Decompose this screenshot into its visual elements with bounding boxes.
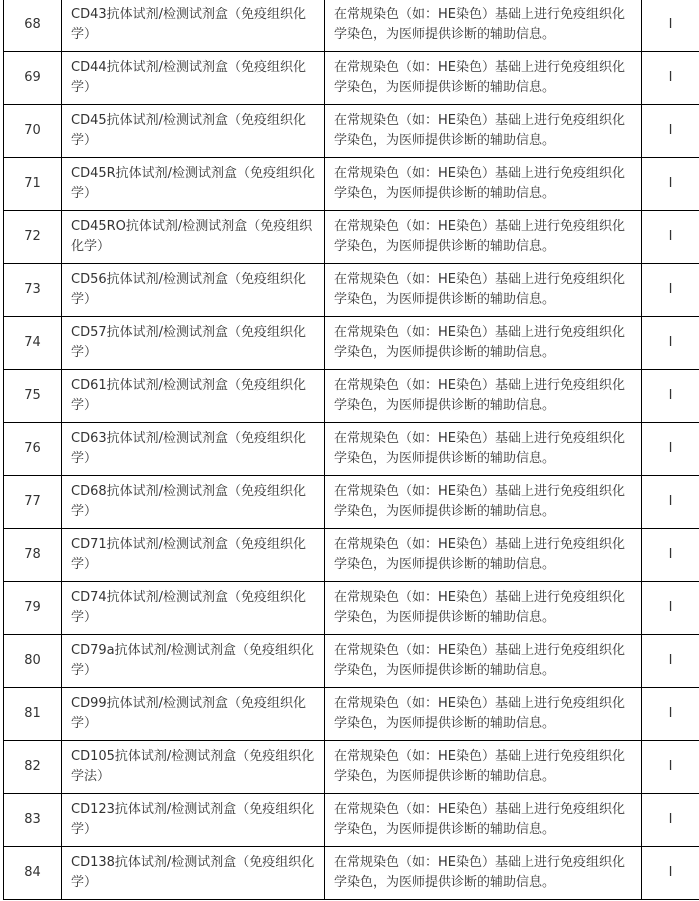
row-number-cell	[4, 211, 62, 264]
row-number-cell	[4, 476, 62, 529]
product-name-cell	[62, 211, 325, 264]
product-name: CD56抗体试剂/检测试剂盒（免疫组织化学）	[71, 272, 307, 307]
table-row	[4, 52, 699, 105]
intended-use: 在常规染色（如：HE染色）基础上进行免疫组织化学染色，为医师提供诊断的辅助信息。	[334, 802, 625, 837]
management-class: I	[668, 812, 673, 827]
intended-use-cell	[325, 423, 642, 476]
product-name: CD45RO抗体试剂/检测试剂盒（免疫组织化学）	[71, 219, 313, 254]
row-number: 80	[24, 653, 41, 668]
intended-use: 在常规染色（如：HE染色）基础上进行免疫组织化学染色，为医师提供诊断的辅助信息。	[334, 484, 625, 519]
table-row	[4, 423, 699, 476]
table-row	[4, 211, 699, 264]
class-cell	[642, 264, 699, 317]
management-class: I	[668, 706, 673, 721]
management-class: I	[668, 653, 673, 668]
intended-use: 在常规染色（如：HE染色）基础上进行免疫组织化学染色，为医师提供诊断的辅助信息。	[334, 590, 625, 625]
intended-use-cell	[325, 529, 642, 582]
class-cell	[642, 582, 699, 635]
class-cell	[642, 423, 699, 476]
table-row	[4, 317, 699, 370]
row-number-cell	[4, 105, 62, 158]
row-number: 70	[24, 123, 41, 138]
intended-use: 在常规染色（如：HE染色）基础上进行免疫组织化学染色，为医师提供诊断的辅助信息。	[334, 272, 625, 307]
management-class: I	[668, 123, 673, 138]
row-number-cell	[4, 52, 62, 105]
product-name-cell	[62, 741, 325, 794]
product-name-cell	[62, 317, 325, 370]
row-number-cell	[4, 264, 62, 317]
product-name: CD74抗体试剂/检测试剂盒（免疫组织化学）	[71, 590, 307, 625]
product-name-cell	[62, 847, 325, 900]
row-number: 83	[24, 812, 41, 827]
intended-use: 在常规染色（如：HE染色）基础上进行免疫组织化学染色，为医师提供诊断的辅助信息。	[334, 378, 625, 413]
row-number: 69	[24, 70, 41, 85]
management-class: I	[668, 282, 673, 297]
product-name-cell	[62, 264, 325, 317]
product-name: CD138抗体试剂/检测试剂盒（免疫组织化学）	[71, 855, 315, 890]
row-number: 73	[24, 282, 41, 297]
row-number: 68	[24, 17, 41, 32]
class-cell	[642, 741, 699, 794]
product-name: CD45R抗体试剂/检测试剂盒（免疫组织化学）	[71, 166, 316, 201]
product-name: CD63抗体试剂/检测试剂盒（免疫组织化学）	[71, 431, 307, 466]
intended-use: 在常规染色（如：HE染色）基础上进行免疫组织化学染色，为医师提供诊断的辅助信息。	[334, 643, 625, 678]
product-name: CD99抗体试剂/检测试剂盒（免疫组织化学）	[71, 696, 307, 731]
management-class: I	[668, 547, 673, 562]
management-class: I	[668, 600, 673, 615]
management-class: I	[668, 70, 673, 85]
intended-use-cell	[325, 158, 642, 211]
class-cell	[642, 105, 699, 158]
product-name: CD44抗体试剂/检测试剂盒（免疫组织化学）	[71, 60, 307, 95]
row-number-cell	[4, 794, 62, 847]
intended-use: 在常规染色（如：HE染色）基础上进行免疫组织化学染色，为医师提供诊断的辅助信息。	[334, 431, 625, 466]
row-number-cell	[4, 741, 62, 794]
management-class: I	[668, 759, 673, 774]
row-number: 82	[24, 759, 41, 774]
product-name-cell	[62, 52, 325, 105]
intended-use-cell	[325, 0, 642, 52]
management-class: I	[668, 441, 673, 456]
product-name-cell	[62, 582, 325, 635]
row-number-cell	[4, 529, 62, 582]
intended-use-cell	[325, 370, 642, 423]
management-class: I	[668, 229, 673, 244]
intended-use: 在常规染色（如：HE染色）基础上进行免疫组织化学染色，为医师提供诊断的辅助信息。	[334, 113, 625, 148]
row-number-cell	[4, 423, 62, 476]
row-number: 75	[24, 388, 41, 403]
intended-use: 在常规染色（如：HE染色）基础上进行免疫组织化学染色，为医师提供诊断的辅助信息。	[334, 166, 625, 201]
row-number-cell	[4, 317, 62, 370]
intended-use: 在常规染色（如：HE染色）基础上进行免疫组织化学染色，为医师提供诊断的辅助信息。	[334, 60, 625, 95]
class-cell	[642, 794, 699, 847]
class-cell	[642, 370, 699, 423]
table-row	[4, 105, 699, 158]
row-number-cell	[4, 688, 62, 741]
intended-use-cell	[325, 476, 642, 529]
row-number-cell	[4, 0, 62, 52]
product-name: CD68抗体试剂/检测试剂盒（免疫组织化学）	[71, 484, 307, 519]
intended-use-cell	[325, 317, 642, 370]
table-row	[4, 264, 699, 317]
product-name: CD57抗体试剂/检测试剂盒（免疫组织化学）	[71, 325, 307, 360]
table-row	[4, 635, 699, 688]
row-number: 81	[24, 706, 41, 721]
intended-use: 在常规染色（如：HE染色）基础上进行免疫组织化学染色，为医师提供诊断的辅助信息。	[334, 696, 625, 731]
row-number: 76	[24, 441, 41, 456]
product-name-cell	[62, 794, 325, 847]
intended-use: 在常规染色（如：HE染色）基础上进行免疫组织化学染色，为医师提供诊断的辅助信息。	[334, 325, 625, 360]
row-number-cell	[4, 370, 62, 423]
management-class: I	[668, 17, 673, 32]
table-row	[4, 688, 699, 741]
table-row	[4, 529, 699, 582]
table-row	[4, 370, 699, 423]
intended-use: 在常规染色（如：HE染色）基础上进行免疫组织化学染色，为医师提供诊断的辅助信息。	[334, 855, 625, 890]
intended-use-cell	[325, 794, 642, 847]
class-cell	[642, 211, 699, 264]
intended-use-cell	[325, 264, 642, 317]
intended-use: 在常规染色（如：HE染色）基础上进行免疫组织化学染色，为医师提供诊断的辅助信息。	[334, 7, 625, 42]
management-class: I	[668, 494, 673, 509]
intended-use-cell	[325, 688, 642, 741]
product-name-cell	[62, 476, 325, 529]
row-number: 72	[24, 229, 41, 244]
class-cell	[642, 52, 699, 105]
class-cell	[642, 317, 699, 370]
table-row	[4, 158, 699, 211]
class-cell	[642, 635, 699, 688]
product-name-cell	[62, 529, 325, 582]
product-name-cell	[62, 635, 325, 688]
class-cell	[642, 0, 699, 52]
row-number: 74	[24, 335, 41, 350]
management-class: I	[668, 335, 673, 350]
row-number-cell	[4, 158, 62, 211]
row-number-cell	[4, 635, 62, 688]
class-cell	[642, 476, 699, 529]
intended-use: 在常规染色（如：HE染色）基础上进行免疫组织化学染色，为医师提供诊断的辅助信息。	[334, 219, 625, 254]
row-number: 77	[24, 494, 41, 509]
product-name: CD61抗体试剂/检测试剂盒（免疫组织化学）	[71, 378, 307, 413]
product-name: CD105抗体试剂/检测试剂盒（免疫组织化学法）	[71, 749, 315, 784]
intended-use: 在常规染色（如：HE染色）基础上进行免疫组织化学染色，为医师提供诊断的辅助信息。	[334, 749, 625, 784]
table-row	[4, 476, 699, 529]
row-number-cell	[4, 582, 62, 635]
table-body	[4, 0, 699, 900]
product-name-cell	[62, 0, 325, 52]
intended-use-cell	[325, 635, 642, 688]
management-class: I	[668, 388, 673, 403]
product-name-cell	[62, 105, 325, 158]
intended-use-cell	[325, 847, 642, 900]
intended-use: 在常规染色（如：HE染色）基础上进行免疫组织化学染色，为医师提供诊断的辅助信息。	[334, 537, 625, 572]
intended-use-cell	[325, 105, 642, 158]
product-name: CD123抗体试剂/检测试剂盒（免疫组织化学）	[71, 802, 315, 837]
row-number: 78	[24, 547, 41, 562]
product-name: CD71抗体试剂/检测试剂盒（免疫组织化学）	[71, 537, 307, 572]
product-name-cell	[62, 423, 325, 476]
reagent-classification-table	[3, 0, 699, 900]
product-name: CD45抗体试剂/检测试剂盒（免疫组织化学）	[71, 113, 307, 148]
class-cell	[642, 158, 699, 211]
product-name: CD79a抗体试剂/检测试剂盒（免疫组织化学）	[71, 643, 314, 678]
product-name-cell	[62, 688, 325, 741]
intended-use-cell	[325, 741, 642, 794]
table-row	[4, 0, 699, 52]
row-number: 84	[24, 865, 41, 880]
product-name-cell	[62, 158, 325, 211]
product-name: CD43抗体试剂/检测试剂盒（免疫组织化学）	[71, 7, 307, 42]
row-number: 79	[24, 600, 41, 615]
intended-use-cell	[325, 582, 642, 635]
class-cell	[642, 529, 699, 582]
intended-use-cell	[325, 211, 642, 264]
table-row	[4, 741, 699, 794]
table-row	[4, 794, 699, 847]
row-number-cell	[4, 847, 62, 900]
management-class: I	[668, 865, 673, 880]
product-name-cell	[62, 370, 325, 423]
intended-use-cell	[325, 52, 642, 105]
row-number: 71	[24, 176, 41, 191]
table-row	[4, 847, 699, 900]
table-row	[4, 582, 699, 635]
management-class: I	[668, 176, 673, 191]
class-cell	[642, 847, 699, 900]
class-cell	[642, 688, 699, 741]
